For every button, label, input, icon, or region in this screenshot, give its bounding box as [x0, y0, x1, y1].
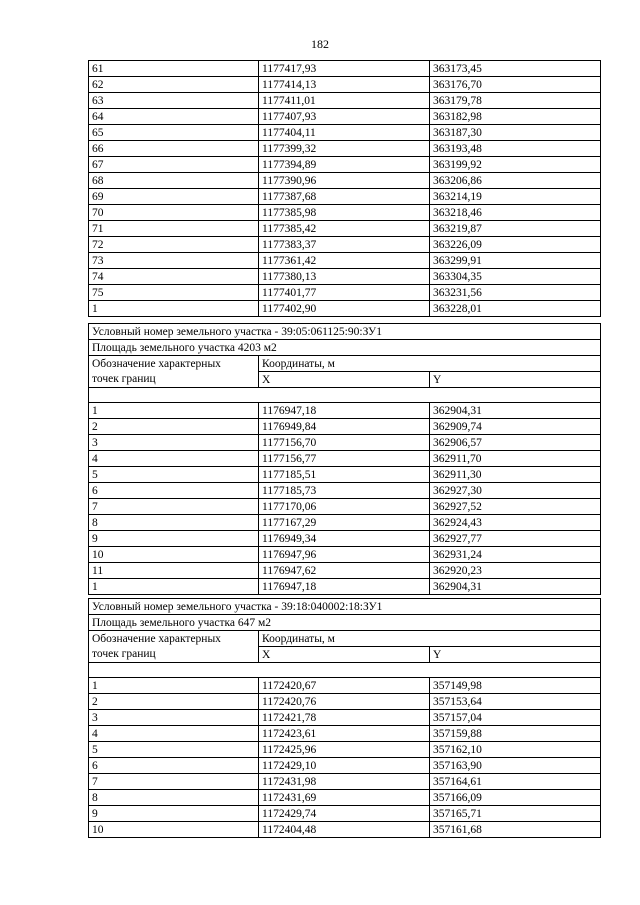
coordinates-table-continued	[88, 60, 601, 317]
point-number-cell: 1	[89, 403, 259, 419]
point-number-cell: 4	[89, 451, 259, 467]
x-coordinate-cell: 1172404,48	[259, 822, 430, 838]
point-number-cell: 75	[89, 285, 259, 301]
y-coordinate-cell: 357149,98	[430, 678, 601, 694]
x-coordinate-cell: 1177361,42	[259, 253, 430, 269]
x-coordinate-cell: 1176949,84	[259, 419, 430, 435]
x-coordinate-cell: 1177394,89	[259, 157, 430, 173]
points-header-line2: точек границ	[89, 647, 259, 663]
y-coordinate-cell: 363179,78	[430, 93, 601, 109]
spacer-row	[89, 388, 601, 403]
point-number-cell: 74	[89, 269, 259, 285]
x-coordinate-cell: 1177414,13	[259, 77, 430, 93]
y-coordinate-cell: 363173,45	[430, 61, 601, 77]
table-body	[89, 61, 601, 317]
y-coordinate-cell: 363214,19	[430, 189, 601, 205]
y-coordinate-cell: 362924,43	[430, 515, 601, 531]
y-coordinate-cell: 357157,04	[430, 710, 601, 726]
y-coordinate-cell: 363304,35	[430, 269, 601, 285]
x-coordinate-cell: 1177387,68	[259, 189, 430, 205]
y-coordinate-cell: 362920,23	[430, 563, 601, 579]
point-number-cell: 1	[89, 678, 259, 694]
table-row	[89, 742, 601, 758]
table-row	[89, 189, 601, 205]
point-number-cell: 9	[89, 806, 259, 822]
x-coordinate-cell: 1176947,18	[259, 403, 430, 419]
spacer-row	[89, 663, 601, 678]
x-coordinate-cell: 1177411,01	[259, 93, 430, 109]
table-row	[89, 822, 601, 838]
table-row	[89, 269, 601, 285]
table-body	[89, 403, 601, 595]
x-coordinate-cell: 1177185,51	[259, 467, 430, 483]
table-row	[89, 61, 601, 77]
y-coordinate-cell: 363193,48	[430, 141, 601, 157]
point-number-cell: 73	[89, 253, 259, 269]
table-row	[89, 499, 601, 515]
table-row	[89, 237, 601, 253]
y-header: Y	[430, 647, 601, 663]
x-coordinate-cell: 1172420,67	[259, 678, 430, 694]
table-row	[89, 403, 601, 419]
x-coordinate-cell: 1177380,13	[259, 269, 430, 285]
plot-title: Условный номер земельного участка - 39:18:040002:18:ЗУ1	[89, 599, 601, 615]
x-coordinate-cell: 1177407,93	[259, 109, 430, 125]
point-number-cell: 7	[89, 499, 259, 515]
point-number-cell: 2	[89, 419, 259, 435]
point-number-cell: 10	[89, 547, 259, 563]
point-number-cell: 7	[89, 774, 259, 790]
x-coordinate-cell: 1176947,62	[259, 563, 430, 579]
table-row	[89, 435, 601, 451]
point-number-cell: 1	[89, 579, 259, 595]
table-row	[89, 483, 601, 499]
x-coordinate-cell: 1176947,96	[259, 547, 430, 563]
table-row	[89, 547, 601, 563]
x-coordinate-cell: 1177399,32	[259, 141, 430, 157]
point-number-cell: 70	[89, 205, 259, 221]
table-row	[89, 301, 601, 317]
x-coordinate-cell: 1177385,42	[259, 221, 430, 237]
table-row	[89, 77, 601, 93]
point-number-cell: 8	[89, 515, 259, 531]
y-coordinate-cell: 363187,30	[430, 125, 601, 141]
table-row	[89, 694, 601, 710]
y-coordinate-cell: 357159,88	[430, 726, 601, 742]
y-coordinate-cell: 362911,70	[430, 451, 601, 467]
y-coordinate-cell: 362927,52	[430, 499, 601, 515]
x-coordinate-cell: 1177404,11	[259, 125, 430, 141]
table-row	[89, 563, 601, 579]
table-row	[89, 726, 601, 742]
point-number-cell: 2	[89, 694, 259, 710]
y-coordinate-cell: 357163,90	[430, 758, 601, 774]
point-number-cell: 8	[89, 790, 259, 806]
x-coordinate-cell: 1176947,18	[259, 579, 430, 595]
x-coordinate-cell: 1177167,29	[259, 515, 430, 531]
table-row	[89, 451, 601, 467]
point-number-cell: 5	[89, 742, 259, 758]
point-number-cell: 11	[89, 563, 259, 579]
point-number-cell: 62	[89, 77, 259, 93]
point-number-cell: 10	[89, 822, 259, 838]
table-row	[89, 253, 601, 269]
y-coordinate-cell: 363218,46	[430, 205, 601, 221]
table-row	[89, 806, 601, 822]
table-row	[89, 205, 601, 221]
x-header: X	[259, 647, 430, 663]
table-row	[89, 467, 601, 483]
plot-title: Условный номер земельного участка - 39:05:061125:90:ЗУ1	[89, 324, 601, 340]
x-coordinate-cell: 1172421,78	[259, 710, 430, 726]
point-number-cell: 68	[89, 173, 259, 189]
point-number-cell: 66	[89, 141, 259, 157]
table-row	[89, 678, 601, 694]
y-coordinate-cell: 362927,30	[430, 483, 601, 499]
y-coordinate-cell: 363206,86	[430, 173, 601, 189]
point-number-cell: 1	[89, 301, 259, 317]
y-coordinate-cell: 363176,70	[430, 77, 601, 93]
x-coordinate-cell: 1172431,98	[259, 774, 430, 790]
x-coordinate-cell: 1177390,96	[259, 173, 430, 189]
x-coordinate-cell: 1172425,96	[259, 742, 430, 758]
y-coordinate-cell: 362909,74	[430, 419, 601, 435]
points-header-line2: точек границ	[89, 372, 259, 388]
plot-area: Площадь земельного участка 647 м2	[89, 615, 601, 631]
table-row	[89, 141, 601, 157]
coordinates-header: Координаты, м	[259, 631, 601, 647]
y-coordinate-cell: 363299,91	[430, 253, 601, 269]
y-coordinate-cell: 363226,09	[430, 237, 601, 253]
point-number-cell: 3	[89, 435, 259, 451]
points-header: Обозначение характерных	[89, 631, 259, 647]
y-coordinate-cell: 363219,87	[430, 221, 601, 237]
x-header: X	[259, 372, 430, 388]
table-row	[89, 531, 601, 547]
table-row	[89, 173, 601, 189]
page-number: 182	[311, 37, 329, 51]
table-row	[89, 419, 601, 435]
x-coordinate-cell: 1172423,61	[259, 726, 430, 742]
x-coordinate-cell: 1177156,77	[259, 451, 430, 467]
x-coordinate-cell: 1177156,70	[259, 435, 430, 451]
point-number-cell: 63	[89, 93, 259, 109]
y-coordinate-cell: 357161,68	[430, 822, 601, 838]
table-body	[89, 678, 601, 838]
point-number-cell: 9	[89, 531, 259, 547]
x-coordinate-cell: 1177185,73	[259, 483, 430, 499]
y-coordinate-cell: 362911,30	[430, 467, 601, 483]
y-coordinate-cell: 357165,71	[430, 806, 601, 822]
coordinates-header: Координаты, м	[259, 356, 601, 372]
points-header: Обозначение характерных	[89, 356, 259, 372]
x-coordinate-cell: 1177402,90	[259, 301, 430, 317]
y-coordinate-cell: 357164,61	[430, 774, 601, 790]
x-coordinate-cell: 1172429,10	[259, 758, 430, 774]
point-number-cell: 71	[89, 221, 259, 237]
x-coordinate-cell: 1177417,93	[259, 61, 430, 77]
x-coordinate-cell: 1176949,34	[259, 531, 430, 547]
x-coordinate-cell: 1177401,77	[259, 285, 430, 301]
table-row	[89, 93, 601, 109]
table-row	[89, 285, 601, 301]
point-number-cell: 72	[89, 237, 259, 253]
y-coordinate-cell: 357166,09	[430, 790, 601, 806]
table-row	[89, 710, 601, 726]
point-number-cell: 6	[89, 758, 259, 774]
table-row	[89, 157, 601, 173]
plot-area: Площадь земельного участка 4203 м2	[89, 340, 601, 356]
x-coordinate-cell: 1177383,37	[259, 237, 430, 253]
table-row	[89, 790, 601, 806]
table-row	[89, 125, 601, 141]
x-coordinate-cell: 1177170,06	[259, 499, 430, 515]
table-row	[89, 579, 601, 595]
point-number-cell: 65	[89, 125, 259, 141]
point-number-cell: 64	[89, 109, 259, 125]
point-number-cell: 4	[89, 726, 259, 742]
y-header: Y	[430, 372, 601, 388]
table-row	[89, 515, 601, 531]
land-plot-table-2	[88, 598, 601, 838]
point-number-cell: 61	[89, 61, 259, 77]
y-coordinate-cell: 363199,92	[430, 157, 601, 173]
point-number-cell: 67	[89, 157, 259, 173]
y-coordinate-cell: 362927,77	[430, 531, 601, 547]
x-coordinate-cell: 1172420,76	[259, 694, 430, 710]
table-row	[89, 774, 601, 790]
y-coordinate-cell: 362931,24	[430, 547, 601, 563]
x-coordinate-cell: 1172431,69	[259, 790, 430, 806]
point-number-cell: 69	[89, 189, 259, 205]
y-coordinate-cell: 362906,57	[430, 435, 601, 451]
y-coordinate-cell: 363182,98	[430, 109, 601, 125]
y-coordinate-cell: 363231,56	[430, 285, 601, 301]
y-coordinate-cell: 363228,01	[430, 301, 601, 317]
table-row	[89, 758, 601, 774]
point-number-cell: 3	[89, 710, 259, 726]
y-coordinate-cell: 362904,31	[430, 579, 601, 595]
y-coordinate-cell: 362904,31	[430, 403, 601, 419]
land-plot-table-1	[88, 323, 601, 595]
x-coordinate-cell: 1177385,98	[259, 205, 430, 221]
y-coordinate-cell: 357153,64	[430, 694, 601, 710]
table-row	[89, 221, 601, 237]
x-coordinate-cell: 1172429,74	[259, 806, 430, 822]
point-number-cell: 6	[89, 483, 259, 499]
point-number-cell: 5	[89, 467, 259, 483]
table-row	[89, 109, 601, 125]
y-coordinate-cell: 357162,10	[430, 742, 601, 758]
